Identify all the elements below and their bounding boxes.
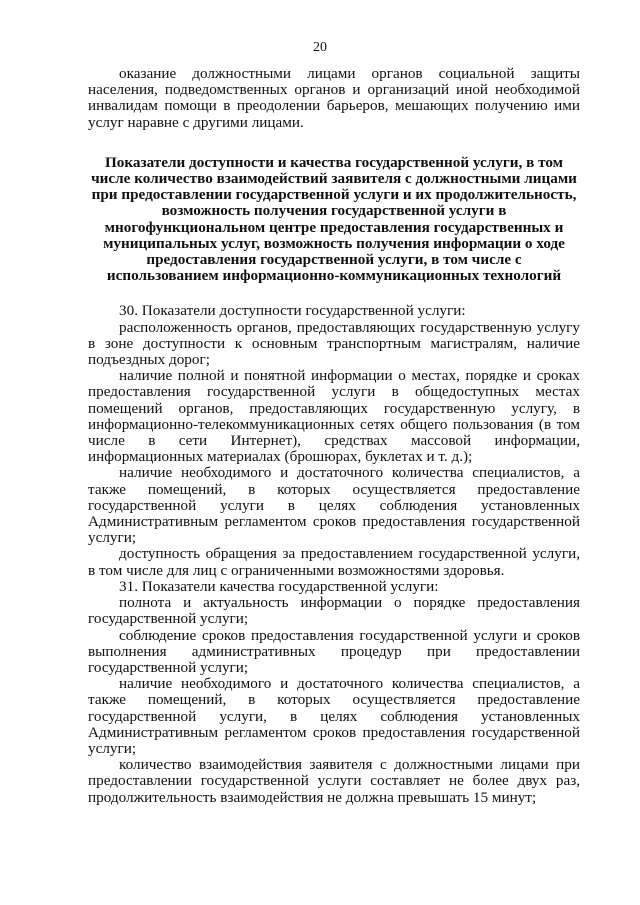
body-paragraph: доступность обращения за предоставлением государственной услуги, в том числе для лиц с ограниченными возможностями здоровья. xyxy=(88,545,580,579)
body-paragraph: наличие необходимого и достаточного количества специалистов, а также помещений, в которых осуществляется предоставление государственной услуги, в целях соблюдения установленных Административным регламентом сроков предоставления государственной услуги; xyxy=(88,675,580,757)
section-heading xyxy=(88,155,580,285)
heading-line: возможность получения государственной услуги в xyxy=(161,202,507,220)
body-paragraph: количество взаимодействия заявителя с должностными лицами при предоставлении государственной услуги составляет не более двух раз, продолжительность взаимодействия не должна превышать 15 минут; xyxy=(88,756,580,806)
heading-line: предоставления государственной услуги, в том числе с xyxy=(146,251,522,269)
heading-line: многофункциональном центре предоставления государственных и xyxy=(104,218,564,236)
clause-30-title: 30. Показатели доступности государственной услуги: xyxy=(119,302,466,320)
intro-paragraph: оказание должностными лицами органов социальной защиты населения, подведомственных органов и организаций иной необходимой инвалидам помощи в преодолении барьеров, мешающих получению ими услуг наравне с другими лицами. xyxy=(88,65,580,131)
page-number: 20 xyxy=(313,40,327,55)
heading-line: использованием информационно-коммуникационных технологий xyxy=(106,267,562,285)
heading-line: числе количество взаимодействий заявителя с должностными лицами xyxy=(91,170,577,188)
heading-line: Показатели доступности и качества государственной услуги, в том xyxy=(104,153,564,171)
body-paragraph: наличие необходимого и достаточного количества специалистов, а также помещений, в которых осуществляется предоставление государственной услуги в целях соблюдения установленных Административным регламентом сроков предоставления государственной услуги; xyxy=(88,464,580,547)
document-body xyxy=(88,66,580,806)
body-paragraph: полнота и актуальность информации о порядке предоставления государственной услуги; xyxy=(88,594,580,628)
heading-line: при предоставлении государственной услуги и их продолжительность, xyxy=(91,186,577,204)
body-paragraph: расположенность органов, предоставляющих государственную услугу в зоне доступности к основным транспортным магистралям, наличие подъездных дорог; xyxy=(88,318,580,369)
heading-line: муниципальных услуг, возможность получения информации о ходе xyxy=(103,234,565,252)
clause-31-title: 31. Показатели качества государственной услуги: xyxy=(119,577,439,595)
body-paragraph: соблюдение сроков предоставления государственной услуги и сроков выполнения административных процедур при предоставлении государственной услуги; xyxy=(88,626,580,676)
body-paragraph: наличие полной и понятной информации о местах, порядке и сроках предоставления государственной услуги в общедоступных местах помещений органов, предоставляющих государственную услугу, в информационно-телекоммуникационных сетях общего пользования (в том числе в сети Интернет), средствах массовой информации, информационных материалах (брошюрах, буклетах и т. д.); xyxy=(88,367,580,466)
